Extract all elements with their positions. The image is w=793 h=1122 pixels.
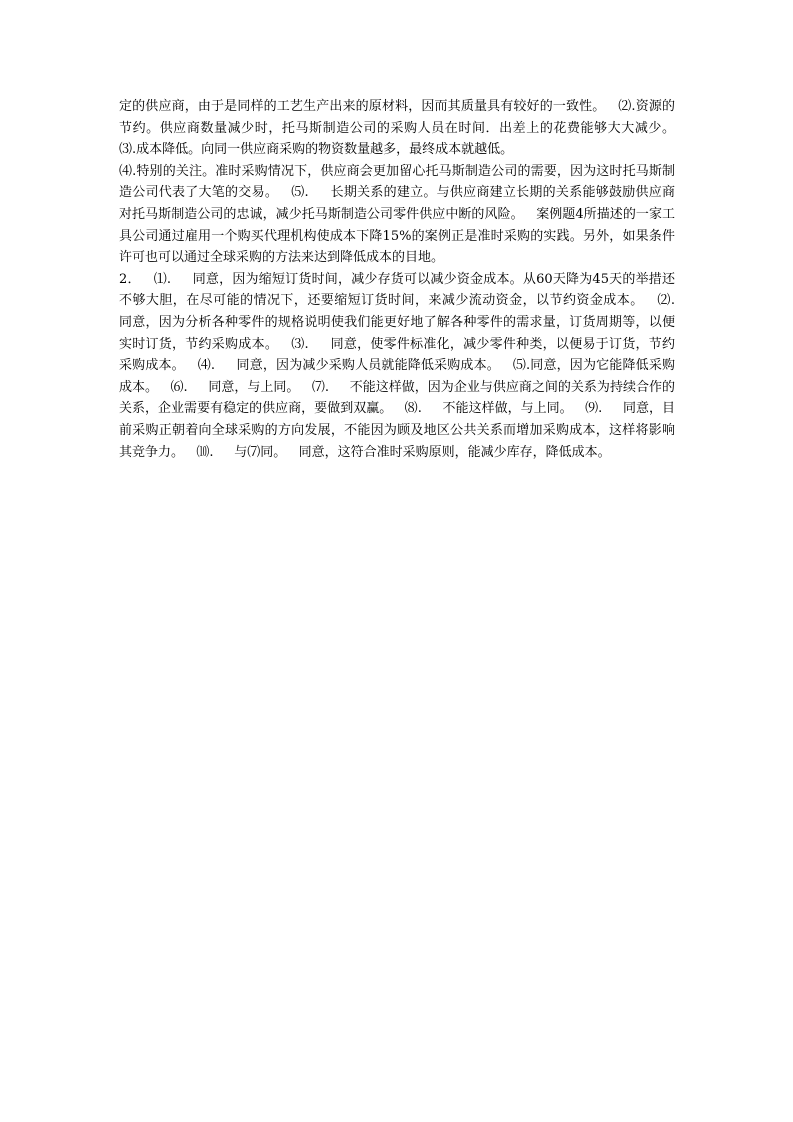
paragraph-1: 定的供应商，由于是同样的工艺生产出来的原材料，因而其质量具有较好的一致性。 ⑵.资源的节约。供应商数量减少时，托马斯制造公司的采购人员在时间．出差上的花费能够大大减少。 ⑶.成本降低。向同一供应商采购的物资数量越多，最终成本就越低。 xyxy=(119,99,688,158)
paragraph-3: 2． ⑴. 同意，因为缩短订货时间，减少存货可以减少资金成本。从60天降为45天的举措还不够大胆，在尽可能的情况下，还要缩短订货时间，来减少流动资金，以节约资金成本。 ⑵. 同意，因为分析各种零件的规格说明使我们能更好地了解各种零件的需求量，订货周期等，以便实时订货，节约采购成本。 ⑶. 同意，使零件标准化，减少零件种类，以便易于订货，节约采购成本。 ⑷. 同意，因为减少采购人员就能降低采购成本。 ⑸.同意，因为它能降低采购成本。 ⑹. 同意，与上同。 ⑺. 不能这样做，因为企业与供应商之间的关系为持续合作的关系，企业需要有稳定的供应商，要做到双赢。 ⑻. 不能这样做，与上同。 ⑼. 同意，目前采购正朝着向全球采购的方向发展，不能因为顾及地区公共关系而增加采购成本，这样将影响其竞争力。 ⑽. 与⑺同。 同意，这符合准时采购原则，能减少库存，降低成本。 xyxy=(119,271,696,460)
paragraph-2: ⑷.特别的关注。准时采购情况下，供应商会更加留心托马斯制造公司的需要，因为这时托马斯制造公司代表了大笔的交易。 ⑸. 长期关系的建立。与供应商建立长期的关系能够鼓励供应商对托马斯制造公司的忠诚，减少托马斯制造公司零件供应中断的风险。 案例题4所描述的一家工具公司通过雇用一个购买代理机构使成本下降15%的案例正是准时采购的实践。另外，如果条件许可也可以通过全球采购的方法来达到降低成本的目地。 xyxy=(119,163,675,266)
body-text xyxy=(119,96,696,463)
